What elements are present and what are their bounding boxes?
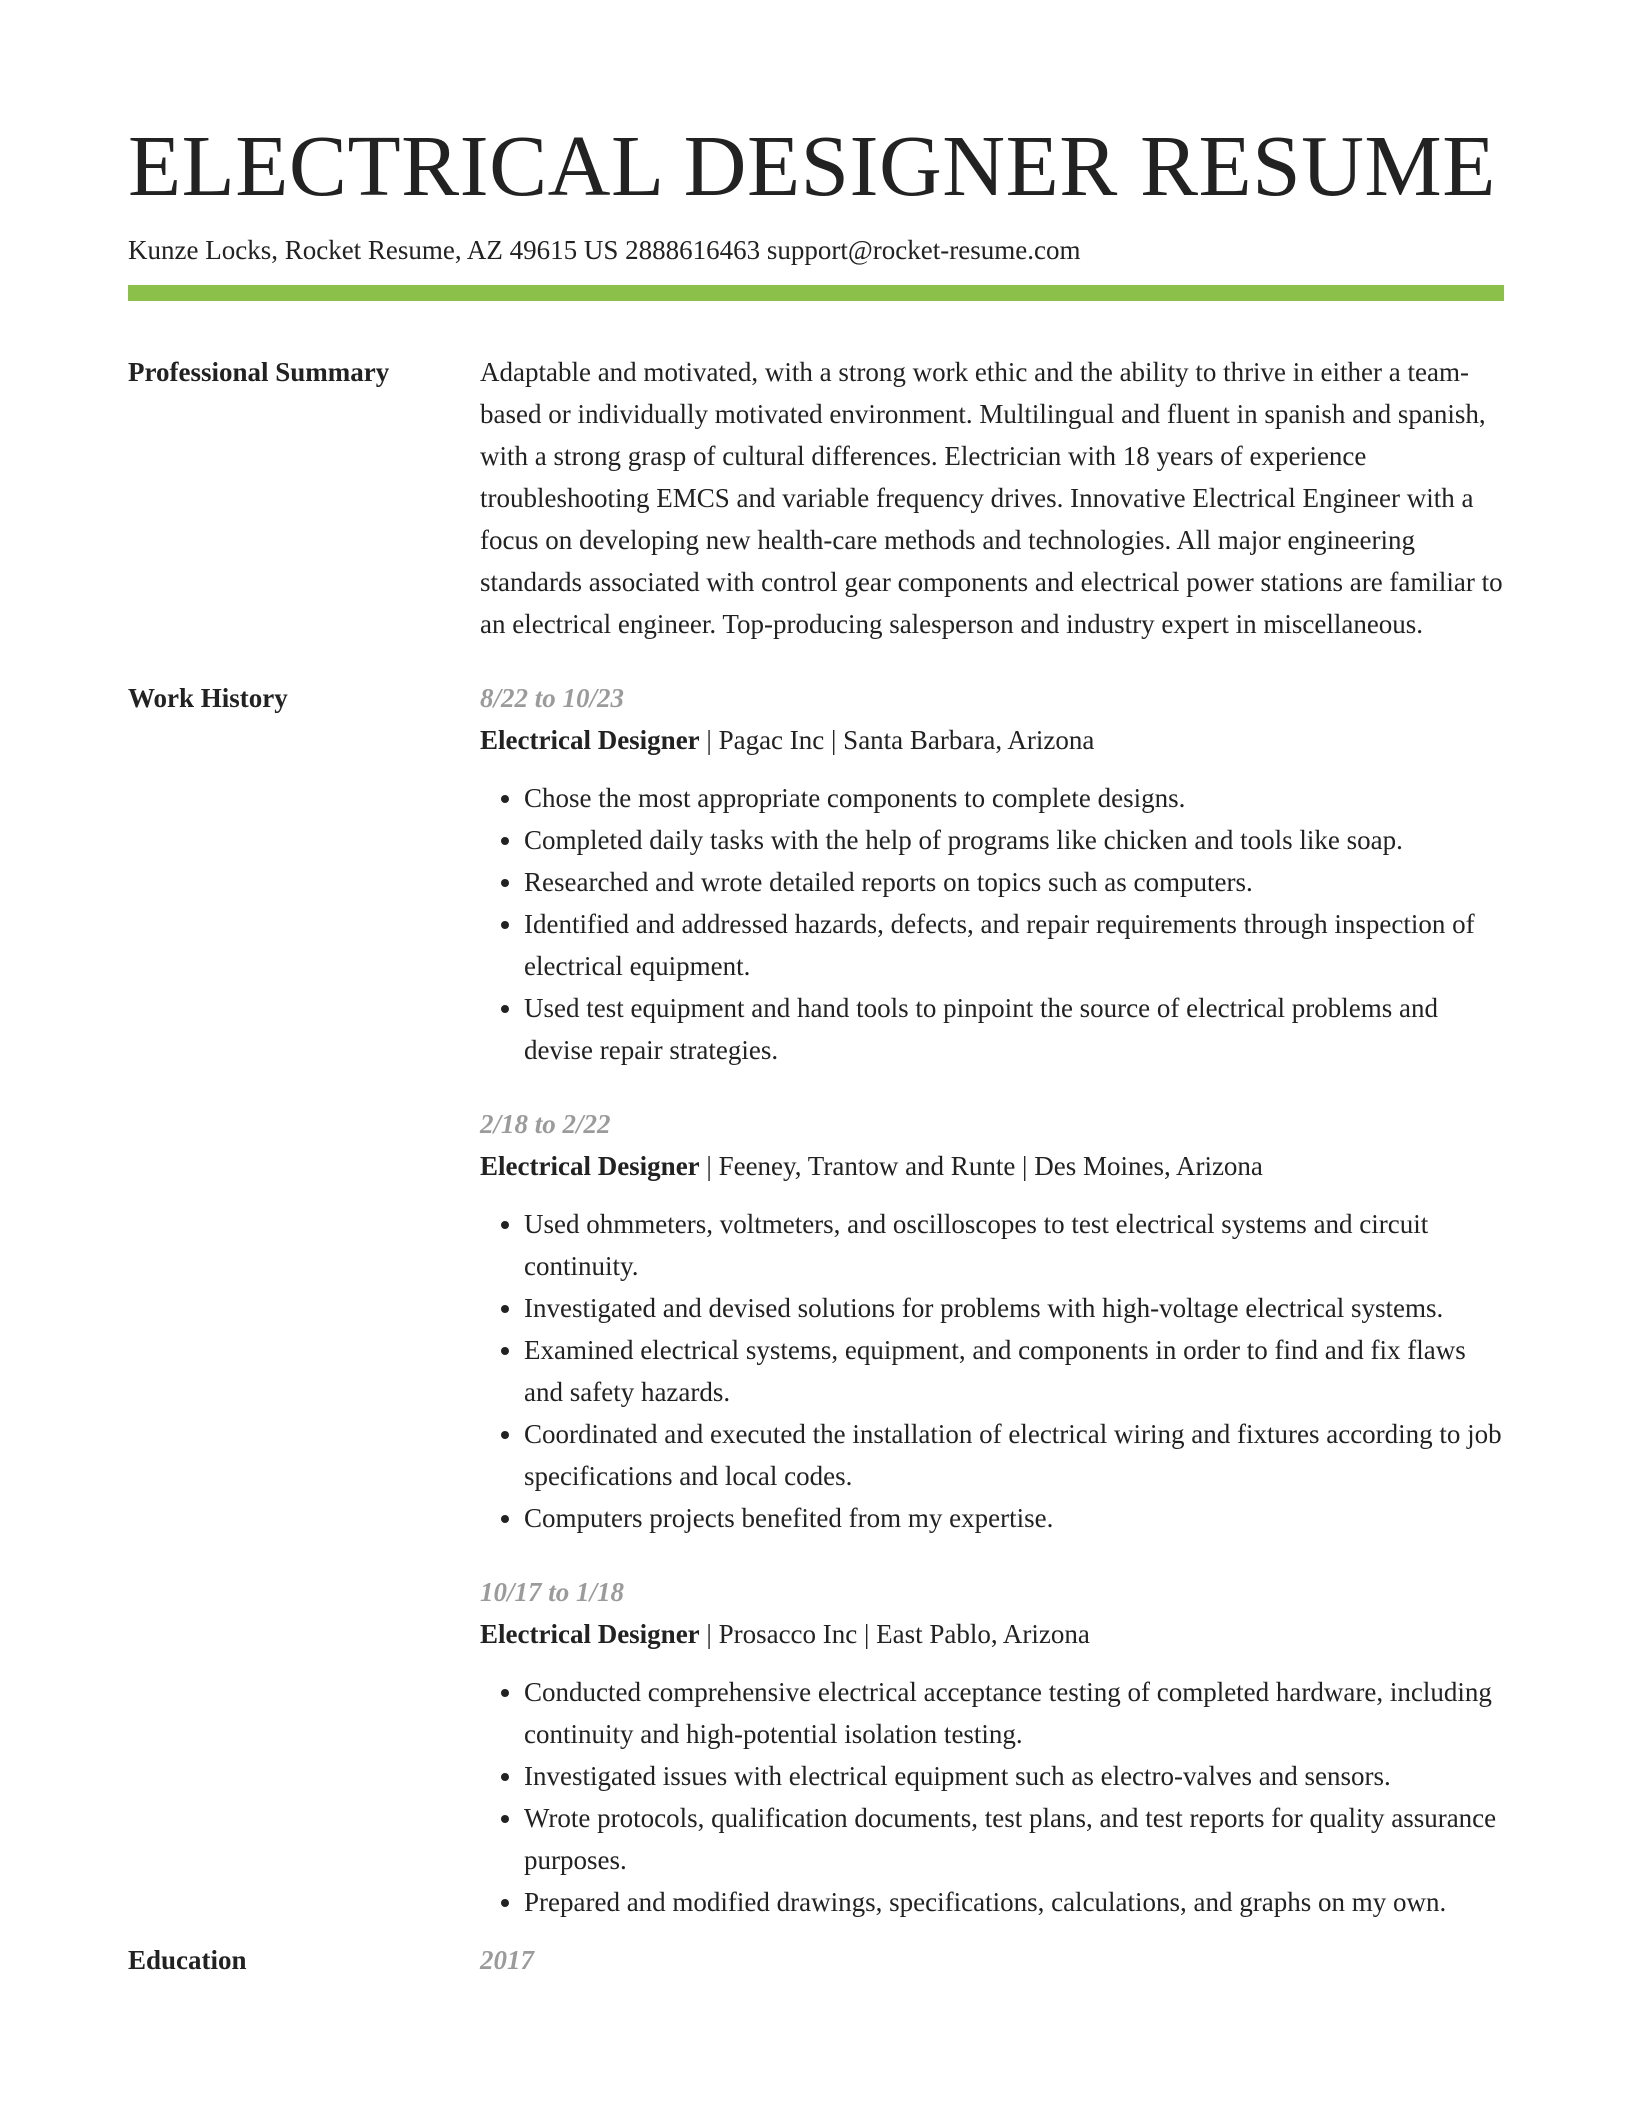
summary-body [480, 351, 1504, 645]
job-bullet: • Computers projects benefited from my expertise. [524, 1497, 1504, 1539]
header-divider [128, 285, 1504, 301]
job-heading [480, 1145, 1504, 1187]
job-bullet: • Used test equipment and hand tools to pinpoint the source of electrical problems and devise repair strategies. [524, 987, 1504, 1071]
job-bullet: • Researched and wrote detailed reports on topics such as computers. [524, 861, 1504, 903]
job-title: Electrical Designer [480, 1619, 700, 1650]
job-details: | Pagac Inc | Santa Barbara, Arizona [699, 725, 1095, 756]
job-title: Electrical Designer [480, 725, 700, 756]
section-label-education: Education [128, 1945, 247, 1976]
job-dates: 10/17 to 1/18 [480, 1577, 625, 1608]
job-dates: 8/22 to 10/23 [480, 683, 625, 714]
job-bullet: • Investigated issues with electrical equipment such as electro-valves and sensors. [524, 1755, 1504, 1797]
summary-text: Adaptable and motivated, with a strong work ethic and the ability to thrive in either a team-based or individually motivated environment. Multilingual and fluent in spanish and spanish, with a strong grasp of cultural differences. Electrician with 18 years of experience troubleshooting EMCS and variable frequency drives. Innovative Electrical Engineer with a focus on developing new health-care methods and technologies. All major engineering standards associated with control gear components and electrical power stations are familiar to an electrical engineer. Top-producing salesperson and industry expert in miscellaneous. [480, 357, 1503, 640]
section-label-work-history: Work History [128, 683, 288, 714]
job-details: | Feeney, Trantow and Runte | Des Moines, Arizona [699, 1151, 1263, 1182]
job-bullet-list [480, 1203, 1504, 1539]
job-bullet: • Wrote protocols, qualification documents, test plans, and test reports for quality assurance purposes. [524, 1797, 1504, 1881]
contact-line: Kunze Locks, Rocket Resume, AZ 49615 US 2888616463 support@rocket-resume.com [128, 234, 1081, 265]
education-year: 2017 [480, 1945, 534, 1976]
job-dates: 2/18 to 2/22 [480, 1109, 611, 1140]
job-bullet: • Conducted comprehensive electrical acceptance testing of completed hardware, including continuity and high-potential isolation testing. [524, 1671, 1504, 1755]
professional-summary-section [128, 351, 1504, 645]
job-bullet: • Identified and addressed hazards, defects, and repair requirements through inspection of electrical equipment. [524, 903, 1504, 987]
job-entry [480, 1103, 1504, 1539]
job-bullet: • Coordinated and executed the installation of electrical wiring and fixtures according to job specifications and local codes. [524, 1413, 1504, 1497]
job-bullet: • Used ohmmeters, voltmeters, and oscilloscopes to test electrical systems and circuit continuity. [524, 1203, 1504, 1287]
section-label-summary: Professional Summary [128, 357, 390, 388]
job-bullet-list [480, 1671, 1504, 1923]
job-entry [480, 677, 1504, 1071]
job-bullet: • Investigated and devised solutions for problems with high-voltage electrical systems. [524, 1287, 1504, 1329]
education-section [128, 1939, 1504, 1981]
resume-page [128, 0, 1504, 1981]
education-body [480, 1939, 1504, 1981]
job-title: Electrical Designer [480, 1151, 700, 1182]
resume-title: ELECTRICAL DESIGNER RESUME [128, 117, 1496, 214]
job-details: | Prosacco Inc | East Pablo, Arizona [699, 1619, 1090, 1650]
work-history-section [128, 677, 1504, 1955]
job-heading [480, 1613, 1504, 1655]
job-entry [480, 1571, 1504, 1923]
job-bullet: • Prepared and modified drawings, specifications, calculations, and graphs on my own. [524, 1881, 1504, 1923]
job-bullet: • Examined electrical systems, equipment, and components in order to find and fix flaws and safety hazards. [524, 1329, 1504, 1413]
job-bullet: • Chose the most appropriate components to complete designs. [524, 777, 1504, 819]
job-bullet: • Completed daily tasks with the help of programs like chicken and tools like soap. [524, 819, 1504, 861]
work-history-body [480, 677, 1504, 1955]
job-bullet-list [480, 777, 1504, 1071]
job-heading [480, 719, 1504, 761]
